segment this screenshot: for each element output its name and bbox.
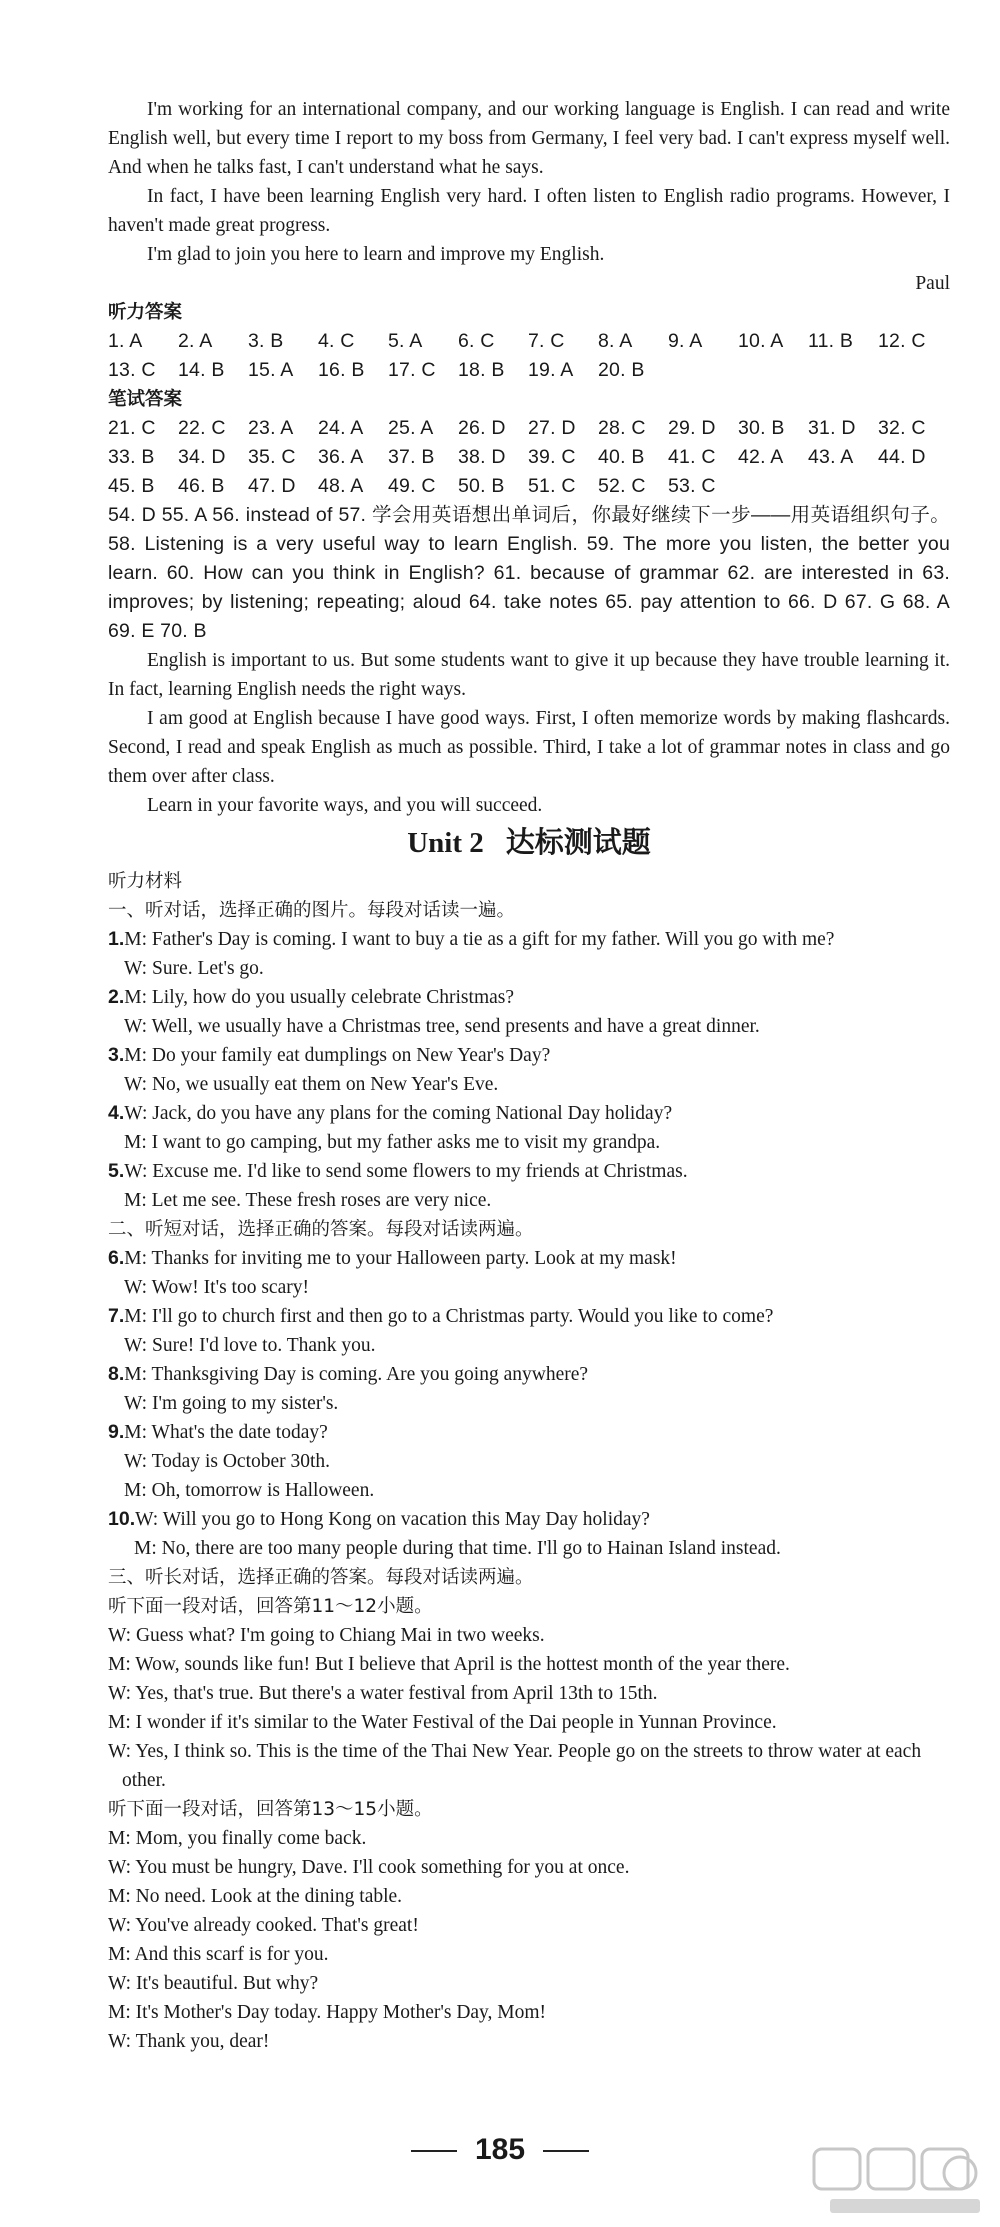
essay-paragraph: Learn in your favorite ways, and you will succeed. [147,795,543,816]
page-number-dash-right [543,2150,589,2152]
dialogue-line: W: Yes, I think so. This is the time of the Thai New Year. People go on the streets to throw water at each other. [108,1741,922,1791]
answer-item: 27. D [528,417,576,439]
section-two-heading: 二、听短对话，选择正确的答案。每段对话读两遍。 [108,1219,534,1240]
dialogue-line: M: Wow, sounds like fun! But I believe that April is the hottest month of the year there. [108,1654,790,1675]
dialogue-line [108,983,950,1012]
content-column [108,95,950,2056]
letter-paragraph: I'm working for an international company, and our working language is English. I can read and write English well, but every time I report to my boss from Germany, I feel very bad. I can't express myself well. And when he talks fast, I can't understand what he says. [108,99,950,178]
dialogue-line: W: You must be hungry, Dave. I'll cook something for you at once. [108,1857,630,1878]
dialogue-text: M: Lily, how do you usually celebrate Christmas? [124,987,515,1008]
answer-item: 13. C [108,359,156,381]
answer-item: 47. D [248,475,296,497]
dialogue-number: 1. [108,928,125,950]
long-dialogue-two-intro: 听下面一段对话，回答第13～15小题。 [108,1799,433,1820]
answer-item: 11. B [808,330,854,352]
dialogue-line: W: Guess what? I'm going to Chiang Mai in two weeks. [108,1625,545,1646]
written-answers-heading: 笔试答案 [108,389,183,410]
answer-item: 53. C [668,475,716,497]
dialogue-line: W: Well, we usually have a Christmas tree, send presents and have a great dinner. [124,1016,760,1037]
dialogue-text: W: Jack, do you have any plans for the coming National Day holiday? [124,1103,673,1124]
essay-paragraph: English is important to us. But some students want to give it up because they have trouble learning it. In fact, learning English needs the right ways. [108,650,950,700]
dialogue-line: W: Thank you, dear! [108,2031,270,2052]
dialogue-text: M: I'll go to church first and then go to a Christmas party. Would you like to come? [124,1306,774,1327]
long-dialogue-one [108,1621,950,1795]
dialogue-number: 5. [108,1160,125,1182]
dialogue-line: M: Let me see. These fresh roses are very nice. [124,1190,492,1211]
answer-item: 1. A [108,330,143,352]
answer-item: 5. A [388,330,423,352]
dialogue-number: 4. [108,1102,125,1124]
answer-item: 51. C [528,475,576,497]
answer-item: 6. C [458,330,495,352]
dialogue-number: 10. [108,1508,136,1530]
answer-item: 9. A [668,330,703,352]
section-two-dialogues [108,1244,950,1563]
dialogue-line [108,1041,950,1070]
dialogue-line: M: Oh, tomorrow is Halloween. [124,1480,375,1501]
written-answers-grid [108,414,950,501]
answer-item: 7. C [528,330,565,352]
dialogue-line [108,1157,950,1186]
intro-letter [108,95,950,298]
dialogue-line: M: No, there are too many people during that time. I'll go to Hainan Island instead. [134,1538,781,1559]
answer-item: 4. C [318,330,355,352]
answer-item: 34. D [178,446,226,468]
dialogue-line: W: Yes, that's true. But there's a water festival from April 13th to 15th. [108,1683,658,1704]
dialogue-line [108,1418,950,1447]
answer-item: 35. C [248,446,296,468]
dialogue-text: M: Father's Day is coming. I want to buy a tie as a gift for my father. Will you go with me? [124,929,835,950]
dialogue-number: 2. [108,986,125,1008]
material-heading: 听力材料 [108,871,183,892]
answer-item: 10. A [738,330,784,352]
answer-item: 28. C [598,417,646,439]
dialogue-line: W: It's beautiful. But why? [108,1973,319,1994]
answer-item: 15. A [248,359,294,381]
dialogue-line: M: It's Mother's Day today. Happy Mother's Day, Mom! [108,2002,547,2023]
dialogue-line: W: You've already cooked. That's great! [108,1915,419,1936]
section-one-heading: 一、听对话，选择正确的图片。每段对话读一遍。 [108,900,516,921]
model-essay [108,646,950,820]
answer-item: 42. A [738,446,784,468]
dialogue-line: W: Wow! It's too scary! [124,1277,309,1298]
answer-item: 30. B [738,417,785,439]
section-three-heading: 三、听长对话，选择正确的答案。每段对话读两遍。 [108,1567,534,1588]
long-dialogue-one-intro: 听下面一段对话，回答第11～12小题。 [108,1596,433,1617]
answer-item: 48. A [318,475,364,497]
unit-title [108,822,950,863]
dialogue-line: W: No, we usually eat them on New Year's Eve. [124,1074,499,1095]
dialogue-line: M: No need. Look at the dining table. [108,1886,403,1907]
answer-item: 32. C [878,417,926,439]
answer-item: 19. A [528,359,574,381]
answer-item: 46. B [178,475,225,497]
answer-item: 26. D [458,417,506,439]
dialogue-number: 7. [108,1305,125,1327]
answer-item: 3. B [248,330,284,352]
answer-item: 41. C [668,446,716,468]
written-answers-mixed: 54. D 55. A 56. instead of 57. 学会用英语想出单词后，你最好继续下一步——用英语组织句子。 58. Listening is a very useful way to learn English. 59. The more you listen, the better you learn. 60. How can you think in English? 61. because of grammar 62. are interested in 63. improves; by listening; repeating; aloud 64. take notes 65. pay attention to 66. D 67. G 68. A 69. E 70. B [108,504,950,642]
answer-item: 33. B [108,446,155,468]
dialogue-text: W: Excuse me. I'd like to send some flowers to my friends at Christmas. [124,1161,688,1182]
letter-signature: Paul [915,273,950,294]
dialogue-line: M: Mom, you finally come back. [108,1828,367,1849]
answer-item: 44. D [878,446,926,468]
answer-item: 16. B [318,359,365,381]
dialogue-line: M: I wonder if it's similar to the Water Festival of the Dai people in Yunnan Province. [108,1712,777,1733]
listening-answers-grid [108,327,950,385]
listening-answers-heading: 听力答案 [108,302,183,323]
answer-item: 14. B [178,359,225,381]
dialogue-line: W: I'm going to my sister's. [124,1393,339,1414]
answer-item: 18. B [458,359,505,381]
dialogue-text: M: Do your family eat dumplings on New Year's Day? [124,1045,551,1066]
dialogue-text: M: What's the date today? [124,1422,328,1443]
long-dialogue-two [108,1824,950,2056]
dialogue-line: W: Today is October 30th. [124,1451,331,1472]
page-number-dash-left [411,2150,457,2152]
answer-item: 50. B [458,475,505,497]
answer-item: 43. A [808,446,854,468]
dialogue-line [108,1099,950,1128]
dialogue-line [108,1244,950,1273]
essay-paragraph: I am good at English because I have good ways. First, I often memorize words by making flashcards. Second, I read and speak English as much as possible. Third, I take a lot of grammar notes in class and go them over after class. [108,708,950,787]
dialogue-line [108,925,950,954]
answer-item: 25. A [388,417,434,439]
section-one-dialogues [108,925,950,1215]
answer-item: 23. A [248,417,294,439]
unit-number: Unit 2 [407,827,484,859]
watermark-logo-icon [810,2143,990,2221]
answer-item: 8. A [598,330,633,352]
answer-item: 39. C [528,446,576,468]
answer-item: 52. C [598,475,646,497]
dialogue-number: 9. [108,1421,125,1443]
dialogue-text: M: Thanks for inviting me to your Halloween party. Look at my mask! [124,1248,677,1269]
dialogue-number: 3. [108,1044,125,1066]
answer-item: 21. C [108,417,156,439]
dialogue-text: W: Will you go to Hong Kong on vacation this May Day holiday? [135,1509,650,1530]
answer-item: 45. B [108,475,155,497]
answer-item: 29. D [668,417,716,439]
dialogue-line: M: And this scarf is for you. [108,1944,329,1965]
dialogue-line: W: Sure. Let's go. [124,958,264,979]
answer-item: 12. C [878,330,926,352]
page-number-value: 185 [474,2133,526,2166]
answer-item: 38. D [458,446,506,468]
dialogue-line: M: I want to go camping, but my father asks me to visit my grandpa. [124,1132,661,1153]
answer-item: 2. A [178,330,213,352]
dialogue-number: 8. [108,1363,125,1385]
answer-item: 37. B [388,446,435,468]
unit-subtitle: 达标测试题 [505,825,651,859]
answer-item: 36. A [318,446,364,468]
answer-item: 22. C [178,417,226,439]
answer-item: 17. C [388,359,436,381]
letter-paragraph: I'm glad to join you here to learn and improve my English. [147,244,605,265]
answer-item: 31. D [808,417,856,439]
dialogue-line: W: Sure! I'd love to. Thank you. [124,1335,376,1356]
answer-item: 49. C [388,475,436,497]
answer-item: 24. A [318,417,364,439]
dialogue-line [108,1302,950,1331]
dialogue-line [108,1505,950,1534]
dialogue-text: M: Thanksgiving Day is coming. Are you going anywhere? [124,1364,589,1385]
dialogue-line [108,1360,950,1389]
dialogue-number: 6. [108,1247,125,1269]
letter-paragraph: In fact, I have been learning English very hard. I often listen to English radio programs. However, I haven't made great progress. [108,186,950,236]
answer-item: 20. B [598,359,645,381]
answer-item: 40. B [598,446,645,468]
